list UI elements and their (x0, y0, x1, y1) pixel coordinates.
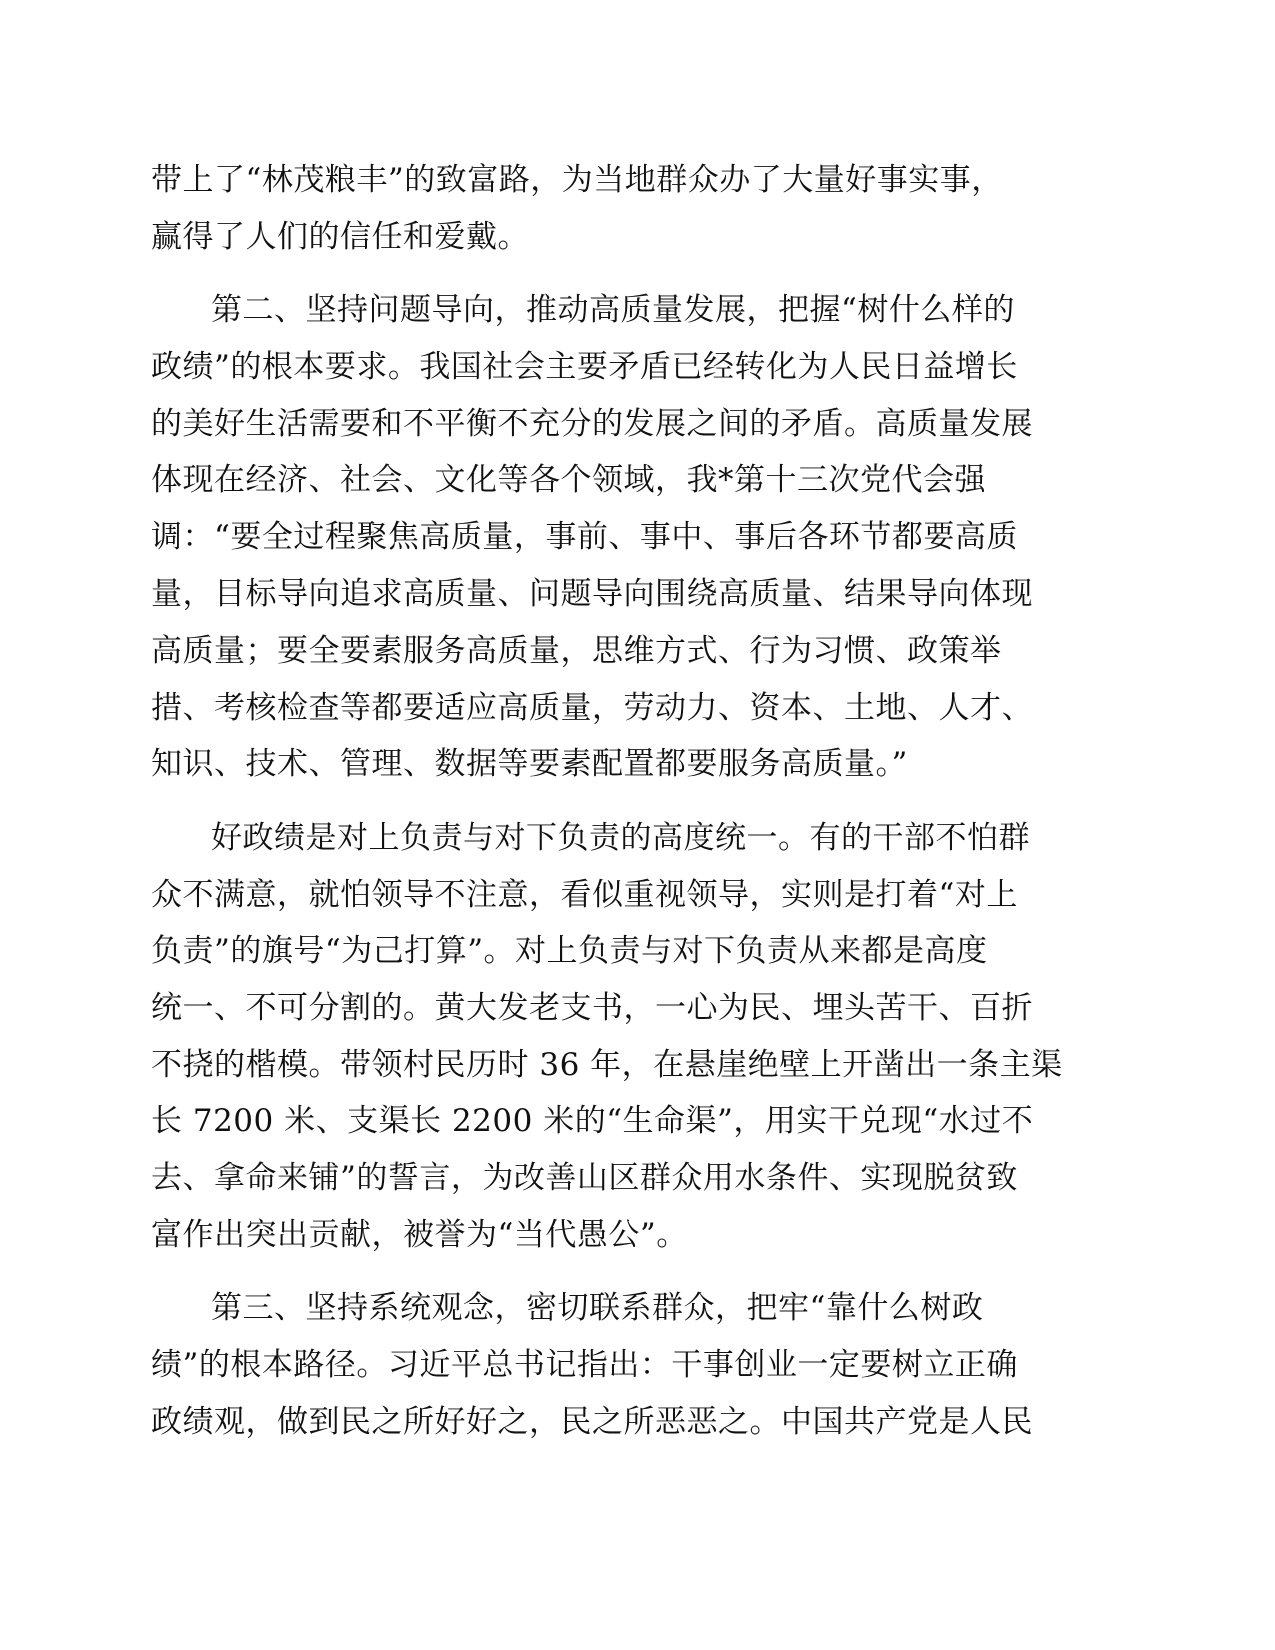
text-line: 长 7200 米、支渠长 2200 米的“生命渠”，用实干兑现“水过不 (151, 1103, 1034, 1139)
text-line: 去、拿命来铺”的誓言，为改善山区群众用水条件、实现脱贫致 (151, 1160, 1018, 1196)
text-line: 统一、不可分割的。黄大发老支书，一心为民、埋头苦干、百折 (151, 990, 1033, 1026)
paragraph-start-line: 第三、坚持系统观念，密切联系群众，把牢“靠什么树政 (211, 1290, 984, 1326)
text-line: 量，目标导向追求高质量、问题导向围绕高质量、结果导向体现 (151, 576, 1033, 612)
text-line: 带上了“林茂粮丰”的致富路，为当地群众办了大量好事实事， (151, 162, 1003, 198)
text-line: 绩”的根本路径。习近平总书记指出：干事创业一定要树立正确 (151, 1347, 1018, 1383)
text-line: 知识、技术、管理、数据等要素配置都要服务高质量。” (151, 746, 908, 782)
text-line: 众不满意，就怕领导不注意，看似重视领导，实则是打着“对上 (151, 877, 1018, 913)
paragraph-start-line: 好政绩是对上负责与对下负责的高度统一。有的干部不怕群 (211, 820, 1030, 856)
text-line: 富作出突出贡献，被誉为“当代愚公”。 (151, 1217, 688, 1253)
text-line: 不挠的楷模。带领村民历时 36 年，在悬崖绝壁上开凿出一条主渠 (151, 1047, 1063, 1083)
text-line: 体现在经济、社会、文化等各个领域，我*第十三次党代会强 (151, 462, 986, 498)
paragraph-start-line: 第二、坚持问题导向，推动高质量发展，把握“树什么样的 (211, 292, 1015, 328)
text-line: 政绩观，做到民之所好好之，民之所恶恶之。中国共产党是人民 (151, 1404, 1033, 1440)
text-line: 负责”的旗号“为己打算”。对上负责与对下负责从来都是高度 (151, 933, 988, 969)
text-line: 的美好生活需要和不平衡不充分的发展之间的矛盾。高质量发展 (151, 406, 1033, 442)
text-line: 调：“要全过程聚焦高质量，事前、事中、事后各环节都要高质 (151, 519, 1018, 555)
text-line: 政绩”的根本要求。我国社会主要矛盾已经转化为人民日益增长 (151, 349, 1018, 385)
text-line: 高质量；要全要素服务高质量，思维方式、行为习惯、政策举 (151, 633, 1002, 669)
text-line: 措、考核检查等都要适应高质量，劳动力、资本、土地、人才、 (151, 690, 1033, 726)
text-line: 赢得了人们的信任和爱戴。 (151, 219, 529, 255)
